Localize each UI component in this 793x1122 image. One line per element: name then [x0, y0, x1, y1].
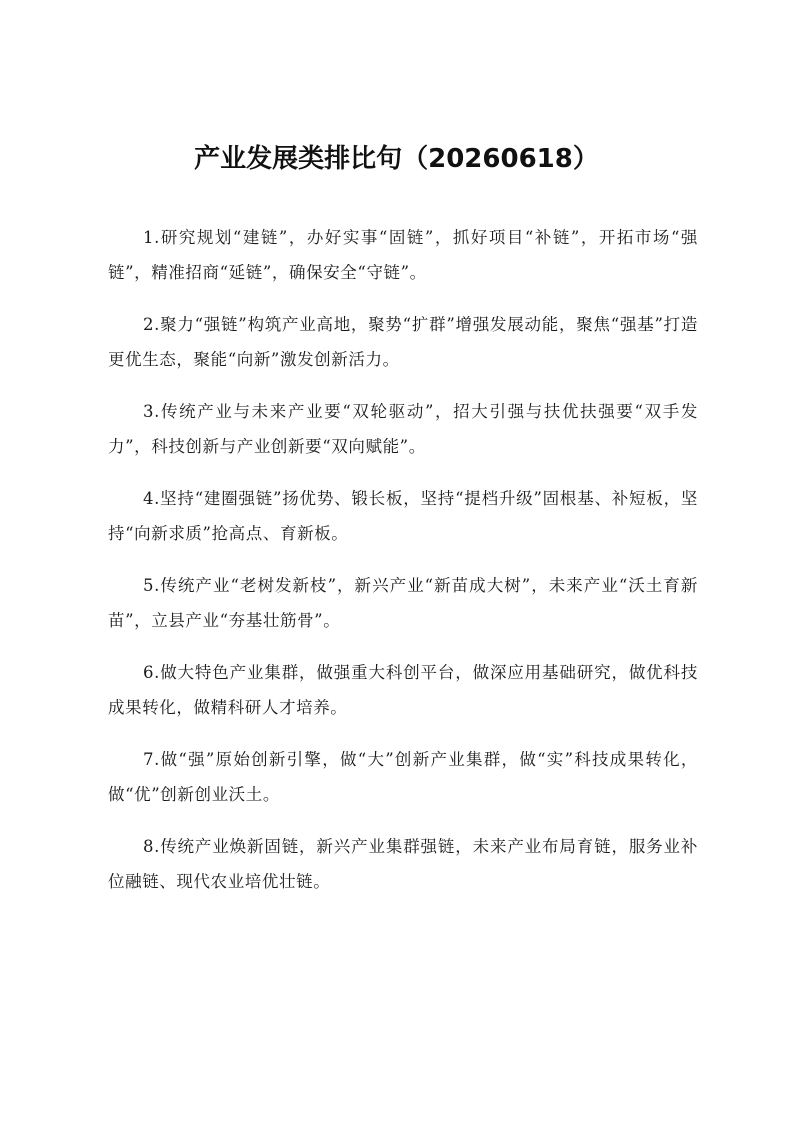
paragraph-6: 6.做大特色产业集群，做强重大科创平台，做深应用基础研究，做优科技成果转化，做精科研人才培养。: [108, 663, 698, 717]
document-body: [108, 220, 698, 916]
paragraph-5: 5.传统产业“老树发新枝”，新兴产业“新苗成大树”，未来产业“沃土育新苗”，立县产业“夯基壮筋骨”。: [108, 576, 698, 630]
page-title: 产业发展类排比句（20260618）: [194, 144, 599, 174]
paragraph-2: 2.聚力“强链”构筑产业高地，聚势“扩群”增强发展动能，聚焦“强基”打造更优生态，聚能“向新”激发创新活力。: [108, 315, 698, 369]
paragraph-1: 1.研究规划“建链”，办好实事“固链”，抓好项目“补链”，开拓市场“强链”，精准招商“延链”，确保安全“守链”。: [108, 228, 698, 282]
paragraph-3: 3.传统产业与未来产业要“双轮驱动”，招大引强与扶优扶强要“双手发力”，科技创新与产业创新要“双向赋能”。: [108, 402, 698, 456]
paragraph-7: 7.做“强”原始创新引擎，做“大”创新产业集群，做“实”科技成果转化，做“优”创新创业沃土。: [108, 750, 698, 804]
paragraph-4: 4.坚持“建圈强链”扬优势、锻长板，坚持“提档升级”固根基、补短板，坚持“向新求质”抢高点、育新板。: [108, 489, 698, 543]
paragraph-8: 8.传统产业焕新固链，新兴产业集群强链，未来产业布局育链，服务业补位融链、现代农业培优壮链。: [108, 837, 698, 891]
